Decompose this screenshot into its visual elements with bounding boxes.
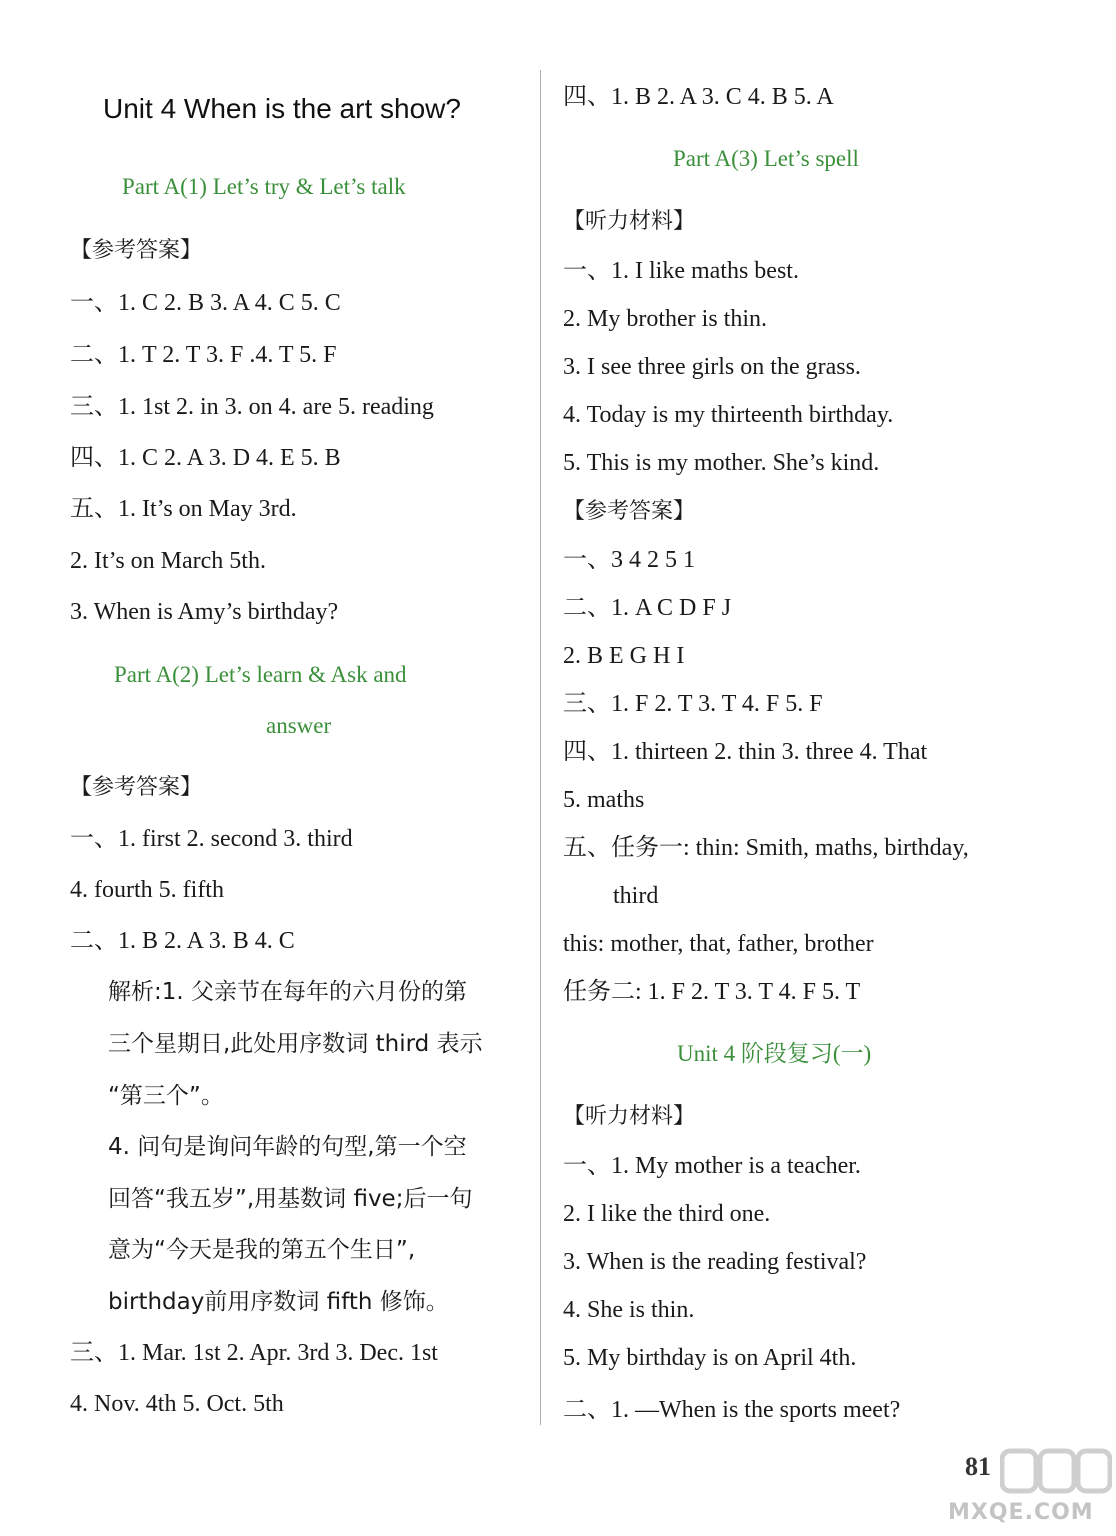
answer-line: 三、1. Mar. 1st 2. Apr. 3rd 3. Dec. 1st [70, 1340, 438, 1366]
listening-line: 二、1. —When is the sports meet? [563, 1397, 901, 1423]
listening-line: 5. This is my mother. She’s kind. [563, 450, 880, 476]
explanation-line: 4. 问句是询问年龄的句型,第一个空 [108, 1134, 467, 1160]
answer-line: 任务二: 1. F 2. T 3. T 4. F 5. T [563, 979, 861, 1005]
explanation-line: “第三个”。 [108, 1083, 224, 1109]
answers-label: 【参考答案】 [70, 238, 203, 263]
explanation-line: 三个星期日,此处用序数词 third 表示 [108, 1031, 483, 1057]
watermark-text: MXQE.COM [948, 1500, 1094, 1525]
answer-line: 一、3 4 2 5 1 [563, 547, 695, 573]
answer-line: 3. When is Amy’s birthday? [70, 599, 339, 625]
answer-line: 三、1. 1st 2. in 3. on 4. are 5. reading [70, 394, 434, 420]
explanation-line: birthday前用序数词 fifth 修饰。 [108, 1289, 449, 1315]
section-heading-unit4-review: Unit 4 阶段复习(一) [677, 1041, 872, 1066]
answer-line: 5. maths [563, 787, 645, 813]
page-number: 81 [965, 1452, 991, 1481]
listening-line: 2. My brother is thin. [563, 306, 767, 332]
explanation-line: 解析:1. 父亲节在每年的六月份的第 [108, 979, 468, 1005]
answer-line: 4. fourth 5. fifth [70, 877, 224, 903]
answer-line: 五、任务一: thin: Smith, maths, birthday, [563, 835, 969, 861]
answer-line: 2. It’s on March 5th. [70, 548, 266, 574]
answer-line: 四、1. B 2. A 3. C 4. B 5. A [563, 84, 834, 110]
section-heading-part-a3: Part A(3) Let’s spell [673, 146, 859, 171]
answer-line: 五、1. It’s on May 3rd. [70, 496, 297, 522]
listening-line: 一、1. I like maths best. [563, 258, 799, 284]
column-divider [540, 70, 541, 1425]
listening-line: 4. Today is my thirteenth birthday. [563, 402, 894, 428]
answer-line: 一、1. C 2. B 3. A 4. C 5. C [70, 290, 341, 316]
answer-line: 三、1. F 2. T 3. T 4. F 5. F [563, 691, 823, 717]
answer-line: 二、1. T 2. T 3. F .4. T 5. F [70, 342, 337, 368]
answer-line: this: mother, that, father, brother [563, 931, 874, 957]
answers-label: 【参考答案】 [70, 775, 203, 800]
explanation-line: 回答“我五岁”,用基数词 five;后一句 [108, 1186, 473, 1212]
listening-line: 5. My birthday is on April 4th. [563, 1345, 857, 1371]
section-heading-part-a1: Part A(1) Let’s try & Let’s talk [122, 174, 406, 199]
answer-line: 一、1. first 2. second 3. third [70, 826, 353, 852]
answer-line: 四、1. thirteen 2. thin 3. three 4. That [563, 739, 928, 765]
answer-line: 2. B E G H I [563, 643, 685, 669]
answer-line: 二、1. A C D F J [563, 595, 732, 621]
listening-line: 一、1. My mother is a teacher. [563, 1153, 861, 1179]
listening-label: 【听力材料】 [563, 1104, 696, 1129]
section-heading-part-a2: Part A(2) Let’s learn & Ask and [114, 662, 407, 687]
answers-label: 【参考答案】 [563, 499, 696, 524]
answer-line: 二、1. B 2. A 3. B 4. C [70, 928, 295, 954]
listening-line: 4. She is thin. [563, 1297, 695, 1323]
unit-title: Unit 4 When is the art show? [103, 93, 461, 124]
answer-line: 4. Nov. 4th 5. Oct. 5th [70, 1391, 284, 1417]
listening-line: 2. I like the third one. [563, 1201, 771, 1227]
listening-line: 3. When is the reading festival? [563, 1249, 867, 1275]
answer-line: third [613, 883, 659, 909]
section-heading-part-a2-cont: answer [266, 713, 332, 738]
explanation-line: 意为“今天是我的第五个生日”, [108, 1237, 416, 1263]
listening-line: 3. I see three girls on the grass. [563, 354, 861, 380]
answer-line: 四、1. C 2. A 3. D 4. E 5. B [70, 445, 341, 471]
listening-label: 【听力材料】 [563, 209, 696, 234]
